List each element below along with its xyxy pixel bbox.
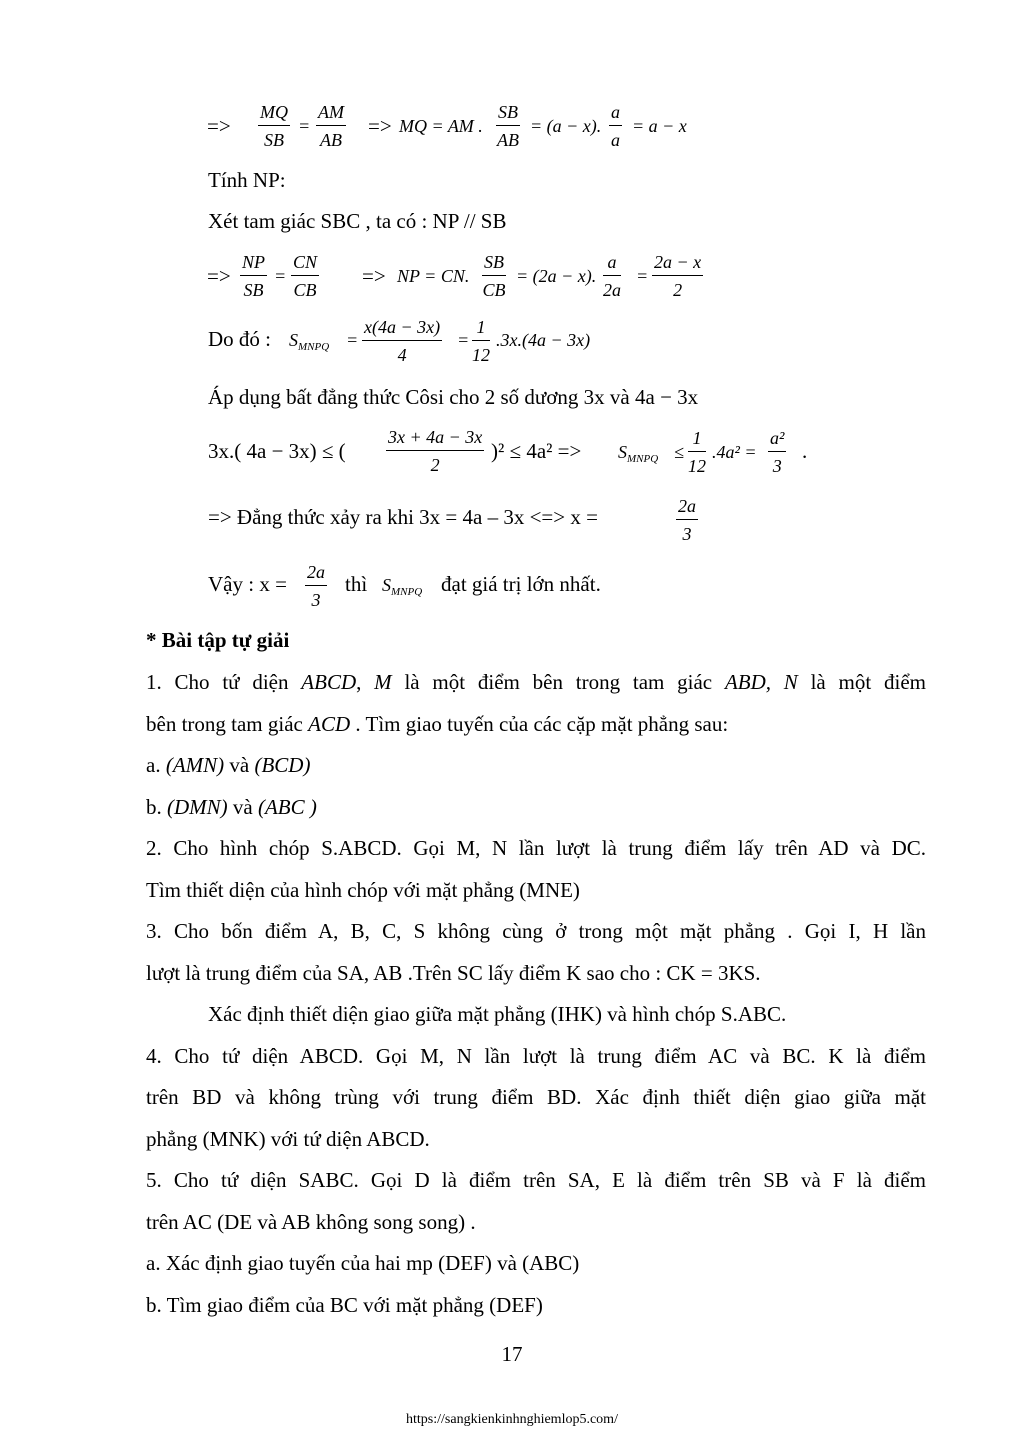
exercise-3-line-1: 3. Cho bốn điểm A, B, C, S không cùng ở trong một mặt phẳng . Gọi I, H lần (146, 919, 926, 943)
fraction-mq-sb: $\frac{MQ}{SB}$ (260, 102, 288, 150)
fraction-a2-3: $\frac{\text{a²}}{3}$ (770, 428, 785, 476)
exercise-4-line-2: trên BD và không trùng với trung điểm BD. Xác định thiết diện giao giữa mặt (146, 1085, 926, 1109)
section-heading: * Bài tập tự giải (146, 628, 290, 652)
exercise-5-item-a: a. Xác định giao tuyến của hai mp (DEF) và (ABC) (146, 1251, 580, 1275)
fraction-cn-cb: $\frac{CN}{CB}$ (293, 252, 318, 300)
fraction-am-ab: $\frac{AM}{AB}$ (318, 102, 344, 150)
fraction-a-a: $\frac{a}{a}$ (611, 102, 620, 150)
cosi-text: Áp dụng bất đẳng thức Côsi cho 2 số dương 3x và 4a − 3x (208, 385, 699, 409)
exercise-5-item-b: b. Tìm giao điểm của BC với mặt phẳng (DEF) (146, 1293, 543, 1317)
exercise-1-item-b: b. (DMN) và (ABC ) (146, 795, 317, 819)
exercise-4-line-1: 4. Cho tứ diện ABCD. Gọi M, N lần lượt là trung điểm AC và BC. K là điểm (146, 1044, 926, 1068)
exercise-4-line-3: phẳng (MNK) với tứ diện ABCD. (146, 1127, 430, 1151)
exercise-1-item-a: a. (AMN) và (BCD) (146, 753, 311, 777)
tinh-np-label: Tính NP: (208, 168, 286, 192)
exercise-2-line-1: 2. Cho hình chóp S.ABCD. Gọi M, N lần lượt là trung điểm lấy trên AD và DC. (146, 836, 926, 860)
fraction-area: $\frac{x(4a - 3x)}{4}$ (364, 317, 441, 365)
implies-arrow: => (207, 114, 231, 138)
exercise-1-line-2: bên trong tam giác ACD . Tìm giao tuyến của các cặp mặt phẳng sau: (146, 712, 729, 736)
fraction-sb-cb: $\frac{SB}{CB}$ (482, 252, 506, 300)
fraction-2a-3: $\frac{2a}{3}$ (678, 496, 696, 544)
fraction-2a-x-2: $\frac{2a - x}{2}$ (654, 252, 702, 300)
exercise-1-line-1: 1. Cho tứ diện ABCD, M là một điểm bên trong tam giác ABD, N là một điểm (146, 670, 926, 694)
fraction-sum-half: $\frac{3x + 4a - 3x}{2}$ (388, 427, 483, 475)
fraction-a-2a: $\frac{a}{2a}$ (603, 252, 621, 300)
fraction-1-12-b: $\frac{1}{12}$ (688, 428, 706, 476)
exercise-2-line-2: Tìm thiết diện của hình chóp với mặt phẳng (MNE) (146, 878, 580, 902)
fraction-np-sb: $\frac{NP}{SB}$ (242, 252, 266, 300)
exercise-5-line-1: 5. Cho tứ diện SABC. Gọi D là điểm trên SA, E là điểm trên SB và F là điểm (146, 1168, 926, 1192)
footer-url[interactable]: https://sangkienkinhnghiemlop5.com/ (406, 1412, 618, 1427)
fraction-2a-3-b: $\frac{2a}{3}$ (307, 562, 325, 610)
fraction-sb-ab: $\frac{SB}{AB}$ (497, 102, 519, 150)
page-number: 17 (501, 1342, 523, 1366)
exercise-3-line-3: Xác định thiết diện giao giữa mặt phẳng (IHK) và hình chóp S.ABC. (208, 1002, 787, 1026)
exercise-5-line-2: trên AC (DE và AB không song song) . (146, 1210, 476, 1234)
exercise-3-line-2: lượt là trung điểm của SA, AB .Trên SC lấy điểm K sao cho : CK = 3KS. (146, 961, 761, 985)
fraction-1-12: $\frac{1}{12}$ (472, 317, 490, 365)
xet-sbc-text: Xét tam giác SBC , ta có : NP // SB (208, 209, 507, 233)
